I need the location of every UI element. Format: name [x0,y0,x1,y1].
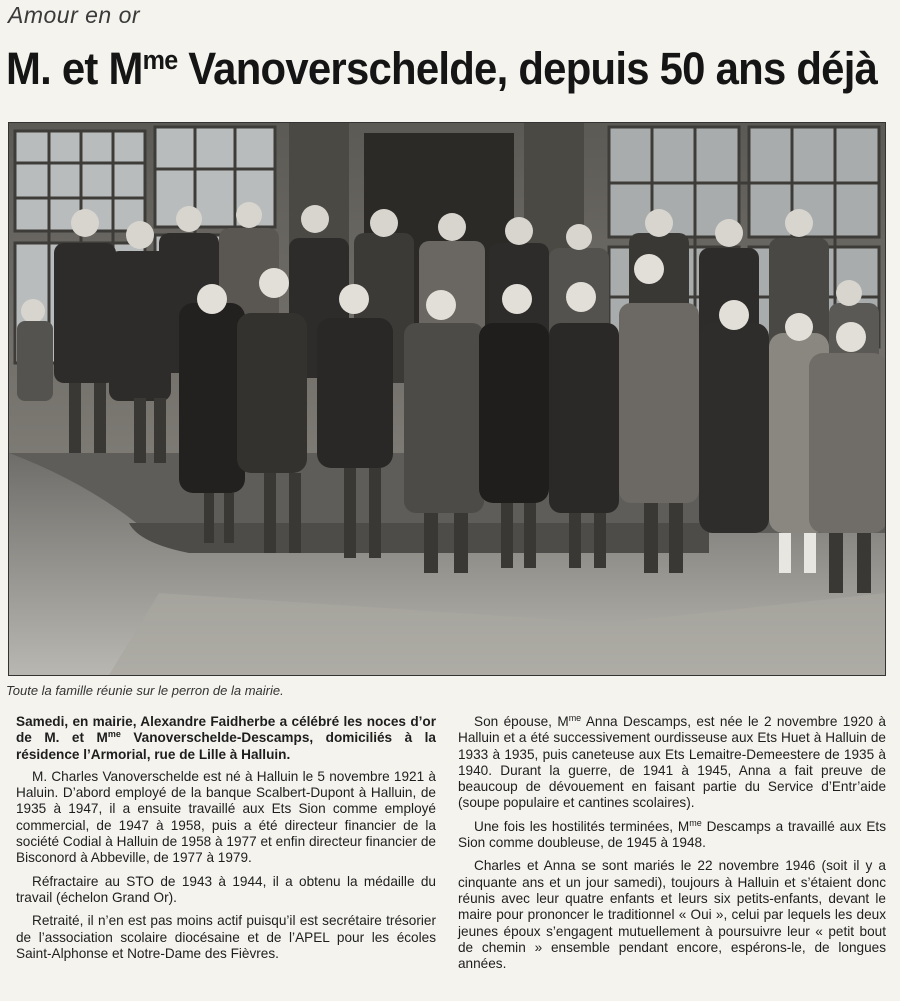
headline [6,38,878,100]
after-war-superscript: me [689,817,702,828]
anna-superscript: me [568,713,582,723]
lower-step [129,523,709,553]
group-photo-illustration [9,123,885,675]
child-figure [17,321,53,401]
after-war-text-b: Descamps a travaillé aux Ets Sion comme doubleuse, de 1945 à 1948. [458,818,887,851]
lead-paragraph [16,714,436,763]
lead-text-a: Samedi, en mairie, Alexandre Faidherbe a célébré les noces d’or de M. et M [16,714,436,746]
right-column [458,714,886,979]
lead-text-b: Vanoverschelde-Descamps, domiciliés à la résidence l’Armorial, rue de Lille à Halluin. [16,730,436,762]
lead-superscript: me [107,729,121,740]
group-photo [8,122,886,676]
paragraph-anna-career [458,714,886,812]
paragraph-charles-career: M. Charles Vanoverschelde est né à Halluin le 5 novembre 1921 à Haluin. D’abord employé de la banque Scalbert-Dupont à Halluin, de 1935 à 1947, il a ensuite travaillé aux Ets Sion comme employé commercial, de 1947 à 1958, puis a été directeur financier de la société Codial à Halluin de 1958 à 1977 et enfin directeur financier de Bisconord à Abbeville, de 1977 à 1979. [16,768,436,866]
paragraph-sto-medal: Réfractaire au STO de 1943 à 1944, il a obtenu la médaille du travail (échelon Grand Or). [16,873,436,905]
headline-superscript: me [142,45,178,75]
after-war-text-a: Une fois les hostilités terminées, M [474,818,690,834]
photo-caption: Toute la famille réunie sur le perron de la mairie. [6,683,284,698]
left-column [16,714,436,969]
headline-part-2: Vanoverschelde, depuis 50 ans déjà [177,43,878,94]
section-kicker: Amour en or [8,2,141,28]
anna-text-b: Anna Descamps, est née le 2 novembre 1920 à Halluin et a été successivement ourdisseuse aux Ets Huet à Halluin de 1933 à 1935, puis caneteuse aux Ets Lemaitre-Demeestere de 1935 à 1940. Durant la guerre, de 1941 à 1945, Anna a fait preuve de beaucoup de dévouement en faisant partie du Service d’Entr’aide (soupe populaire et cantines scolaires). [458,714,886,811]
paragraph-retirement: Retraité, il n’en est pas moins actif puisqu’il est secrétaire trésorier de l’association scolaire diocésaine et de l’APEL pour les écoles Saint-Alphonse et Notre-Dame des Fièvres. [16,913,436,961]
paragraph-wedding: Charles et Anna se sont mariés le 22 novembre 1946 (soit il y a cinquante ans et un jour samedi), toujours à Halluin et s’étaient donc réunis avec leur quatre enfants et leurs six petits-enfants, devant le maire pour prononcer le traditionnel « Oui », celui par lequels les deux jeunes époux s’engagent mutuellement à poursuivre leur « petit bout de chemin » ensemble pendant encore, espérons-le, de longues années. [458,858,886,972]
anna-text-a: Son épouse, M [474,714,569,729]
headline-part-1: M. et M [6,43,143,94]
paragraph-after-war [458,819,886,852]
